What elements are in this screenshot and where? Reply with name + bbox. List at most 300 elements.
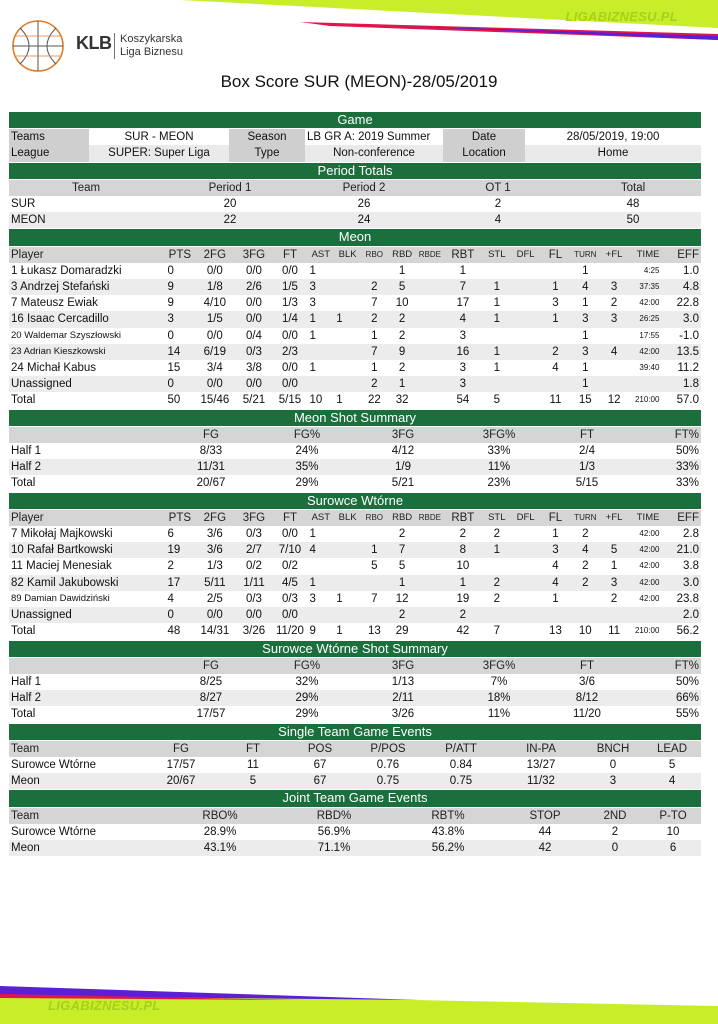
table-cell (482, 558, 511, 574)
table-cell (511, 295, 540, 311)
table-row (9, 311, 701, 327)
table-cell: 89 Damian Dawidziński (9, 591, 165, 607)
table-cell (511, 607, 540, 623)
table-header-row (9, 509, 701, 526)
table-cell: 23% (451, 475, 547, 491)
joint-team-events-table (9, 789, 701, 856)
table-cell (361, 263, 388, 279)
table-header-row (9, 740, 701, 757)
table-cell (417, 344, 444, 360)
meon-player-table (9, 228, 701, 408)
table-cell: 2 (482, 575, 511, 591)
table-cell: 42:00 (629, 558, 662, 574)
table-cell: 57.0 (661, 392, 701, 408)
table-cell: 5/21 (355, 475, 451, 491)
table-cell: 3 (443, 376, 482, 392)
table-cell: 19 (443, 591, 482, 607)
table-cell: 12 (600, 392, 629, 408)
table-row (9, 607, 701, 623)
table-cell: 10 Rafał Bartkowski (9, 542, 165, 558)
table-cell: 1 (482, 295, 511, 311)
column-header: FT% (627, 657, 701, 674)
logo-line1: Koszykarska (120, 33, 183, 45)
column-header: FL (540, 509, 571, 526)
table-cell: 1/5 (272, 279, 307, 295)
column-header: TURN (571, 246, 600, 263)
klb-logo (10, 18, 200, 74)
table-cell: 1 (307, 360, 334, 376)
column-header: EFF (661, 509, 701, 526)
table-cell (334, 607, 361, 623)
info-label: League (9, 145, 89, 161)
table-cell (482, 376, 511, 392)
table-cell: 1 (482, 360, 511, 376)
column-header: 3FG% (451, 657, 547, 674)
table-cell: 3/26 (235, 623, 272, 639)
table-cell: 11/32 (499, 773, 583, 789)
table-cell: 10 (571, 623, 600, 639)
table-cell: 7% (451, 674, 547, 690)
table-cell: 9 (388, 344, 417, 360)
column-header: 3FG (355, 426, 451, 443)
column-header: RBDE (417, 246, 444, 263)
table-cell: 3 (583, 773, 643, 789)
table-cell: 210:00 (629, 392, 662, 408)
box-score-document (9, 111, 701, 856)
column-header: IN-PA (499, 740, 583, 757)
column-header: 3FG% (451, 426, 547, 443)
table-row (9, 542, 701, 558)
table-cell: 42 (443, 623, 482, 639)
table-cell (511, 279, 540, 295)
table-cell: MEON (9, 212, 163, 228)
table-cell: Surowce Wtórne (9, 757, 143, 773)
table-cell (417, 295, 444, 311)
table-cell: 18% (451, 690, 547, 706)
table-header-row (9, 246, 701, 263)
table-cell (334, 328, 361, 344)
table-cell: 3/8 (235, 360, 272, 376)
table-row (9, 459, 701, 475)
table-cell: Total (9, 706, 163, 722)
table-cell (571, 607, 600, 623)
shot-header (9, 657, 701, 674)
table-cell: 4/10 (194, 295, 235, 311)
table-cell (417, 558, 444, 574)
table-cell: 6 (165, 526, 194, 542)
table-cell: 3 (571, 311, 600, 327)
table-cell: 42 (505, 840, 585, 856)
table-cell: 3 (443, 328, 482, 344)
table-cell: 10 (443, 558, 482, 574)
table-cell (417, 311, 444, 327)
table-cell: 1 (307, 263, 334, 279)
table-cell: 42:00 (629, 542, 662, 558)
table-cell: 55% (627, 706, 701, 722)
meon-shot-table (9, 409, 701, 492)
table-cell: 1 (388, 376, 417, 392)
table-cell (334, 575, 361, 591)
table-cell: 2 (361, 376, 388, 392)
table-cell: 1 (571, 360, 600, 376)
meon-player-rows (9, 263, 701, 409)
table-cell: 4 (571, 542, 600, 558)
table-cell: 33% (627, 475, 701, 491)
table-row (9, 376, 701, 392)
column-header: FG% (259, 657, 355, 674)
table-cell: 42:00 (629, 295, 662, 311)
table-cell (334, 542, 361, 558)
table-cell: 7 (388, 542, 417, 558)
table-cell: 6 (645, 840, 701, 856)
table-cell (417, 575, 444, 591)
table-cell (511, 263, 540, 279)
table-cell: 0/2 (235, 558, 272, 574)
info-label: Date (443, 129, 525, 146)
table-cell: 10 (388, 295, 417, 311)
column-header: TIME (629, 509, 662, 526)
info-label: Season (229, 129, 305, 146)
table-cell (334, 263, 361, 279)
column-header: STL (482, 246, 511, 263)
table-cell: 4 (165, 591, 194, 607)
table-cell: 4 (600, 344, 629, 360)
table-cell: 4/12 (355, 443, 451, 459)
table-cell: 7 (361, 344, 388, 360)
table-cell: Half 2 (9, 459, 163, 475)
table-cell: 3 (307, 295, 334, 311)
game-info-table (9, 111, 701, 162)
table-cell (629, 376, 662, 392)
info-label: Type (229, 145, 305, 161)
table-cell: 0.75 (353, 773, 423, 789)
table-cell (334, 360, 361, 376)
period-totals-body (9, 196, 701, 228)
table-row (9, 623, 701, 639)
table-cell: 7 Mikołaj Majkowski (9, 526, 165, 542)
table-cell (307, 607, 334, 623)
column-header: FL (540, 246, 571, 263)
column-header: BLK (334, 509, 361, 526)
table-cell (417, 328, 444, 344)
table-cell: 35% (259, 459, 355, 475)
table-cell: 2/5 (194, 591, 235, 607)
section-title: Period Totals (9, 162, 701, 179)
table-cell: 8/33 (163, 443, 259, 459)
table-cell: 5/11 (194, 575, 235, 591)
table-cell: Surowce Wtórne (9, 824, 163, 840)
column-header (9, 426, 163, 443)
table-cell: 1/11 (235, 575, 272, 591)
table-cell: 67 (287, 773, 353, 789)
table-cell: 29% (259, 690, 355, 706)
table-cell: 4 (643, 773, 701, 789)
table-cell: 2 (600, 591, 629, 607)
table-cell: 67 (287, 757, 353, 773)
logo-abbr: KLB (76, 33, 112, 53)
column-header: RBT (443, 509, 482, 526)
table-row (9, 674, 701, 690)
table-cell: 33% (627, 459, 701, 475)
table-row (9, 526, 701, 542)
table-cell: 4 (540, 575, 571, 591)
table-header-row (9, 179, 701, 196)
table-cell: 2 (388, 526, 417, 542)
table-cell: 1 (307, 311, 334, 327)
table-cell (540, 263, 571, 279)
table-cell: 16 (443, 344, 482, 360)
table-cell: 3.0 (661, 575, 701, 591)
column-header: FT (272, 509, 307, 526)
column-header: TURN (571, 509, 600, 526)
joint-header (9, 807, 701, 824)
table-cell: 0.75 (423, 773, 499, 789)
column-header: FG (163, 426, 259, 443)
table-cell: 11/31 (163, 459, 259, 475)
table-row (9, 575, 701, 591)
column-header: 3FG (355, 657, 451, 674)
site-url-top[interactable]: LIGABIZNESU.PL (565, 9, 678, 24)
table-cell: 0 (585, 840, 645, 856)
table-cell (600, 526, 629, 542)
table-cell: 1 (307, 575, 334, 591)
table-cell: 1 (307, 328, 334, 344)
table-cell: 1 (482, 344, 511, 360)
section-title: Game (9, 112, 701, 129)
table-cell: 2 (443, 607, 482, 623)
column-header: OT 1 (431, 179, 565, 196)
table-cell: 0/0 (235, 295, 272, 311)
table-cell: 12 (388, 591, 417, 607)
table-cell (417, 279, 444, 295)
table-cell: 2 (585, 824, 645, 840)
table-row (9, 279, 701, 295)
section-title: Single Team Game Events (9, 723, 701, 740)
table-cell: 24 (297, 212, 431, 228)
table-cell: 20 (163, 196, 297, 212)
table-cell (511, 526, 540, 542)
column-header: Period 1 (163, 179, 297, 196)
table-cell: 9 (165, 295, 194, 311)
table-cell: 48 (565, 196, 701, 212)
table-cell (600, 607, 629, 623)
table-cell: 37:35 (629, 279, 662, 295)
table-cell: 6/19 (194, 344, 235, 360)
table-cell: 0/0 (272, 376, 307, 392)
table-cell: 1 (571, 376, 600, 392)
table-cell: 1 (361, 542, 388, 558)
table-row (9, 558, 701, 574)
player-header (9, 509, 701, 526)
column-header: PTS (165, 246, 194, 263)
table-cell: 4.8 (661, 279, 701, 295)
table-row (9, 690, 701, 706)
table-cell: 1 (334, 591, 361, 607)
table-cell (334, 279, 361, 295)
info-value: Home (525, 145, 701, 161)
table-cell: 0.76 (353, 757, 423, 773)
table-row (9, 475, 701, 491)
table-row (9, 840, 701, 856)
table-cell: 39:40 (629, 360, 662, 376)
column-header: EFF (661, 246, 701, 263)
table-cell: 43.1% (163, 840, 277, 856)
table-cell: 0/0 (272, 328, 307, 344)
table-row (9, 392, 701, 408)
table-cell: 11/20 (547, 706, 627, 722)
logo-divider (114, 33, 115, 59)
table-cell: 1 (540, 311, 571, 327)
table-cell (511, 376, 540, 392)
table-cell: 0/0 (235, 607, 272, 623)
table-cell: 1/13 (355, 674, 451, 690)
table-cell: 3 (540, 295, 571, 311)
sur-shot-rows (9, 674, 701, 723)
player-header (9, 246, 701, 263)
table-cell: 26:25 (629, 311, 662, 327)
table-cell: 2/11 (355, 690, 451, 706)
column-header: FT (547, 426, 627, 443)
table-cell (334, 344, 361, 360)
column-header: P-TO (645, 807, 701, 824)
table-cell: 0 (165, 607, 194, 623)
column-header: AST (307, 509, 334, 526)
table-cell: 5 (388, 279, 417, 295)
section-title: Meon Shot Summary (9, 409, 701, 426)
table-cell: 0/3 (235, 344, 272, 360)
table-cell: 3 (540, 542, 571, 558)
table-cell (600, 360, 629, 376)
table-cell: 15/46 (194, 392, 235, 408)
table-header-row (9, 807, 701, 824)
table-cell: 56.2 (661, 623, 701, 639)
table-cell: 7 (482, 623, 511, 639)
table-cell (361, 607, 388, 623)
table-cell: 1 (361, 328, 388, 344)
table-cell: 3 (307, 591, 334, 607)
table-cell: 11% (451, 706, 547, 722)
table-cell (511, 575, 540, 591)
single-team-events-table (9, 723, 701, 790)
table-cell: 4 (571, 279, 600, 295)
site-url-bottom[interactable]: LIGABIZNESU.PL (48, 998, 161, 1013)
column-header: +FL (600, 246, 629, 263)
table-cell: 20 Waldemar Szyszłowski (9, 328, 165, 344)
table-cell: 14 (165, 344, 194, 360)
table-cell: 50 (565, 212, 701, 228)
column-header: PTS (165, 509, 194, 526)
table-cell: 44 (505, 824, 585, 840)
table-cell: 1/5 (194, 311, 235, 327)
single-header (9, 740, 701, 757)
single-rows (9, 757, 701, 789)
table-cell (417, 360, 444, 376)
table-cell (307, 558, 334, 574)
table-row (9, 196, 701, 212)
table-cell: 1 (388, 263, 417, 279)
table-header-row (9, 426, 701, 443)
table-cell: Meon (9, 773, 143, 789)
table-cell: 15 (571, 392, 600, 408)
table-cell: 3 (165, 311, 194, 327)
table-cell: 0/0 (235, 263, 272, 279)
table-cell: 2 (571, 558, 600, 574)
table-cell: 66% (627, 690, 701, 706)
table-cell: 3 (571, 344, 600, 360)
info-value: LB GR A: 2019 Summer (305, 129, 443, 146)
table-cell: 20/67 (163, 475, 259, 491)
table-cell: 2 (571, 526, 600, 542)
table-cell: -1.0 (661, 328, 701, 344)
column-header: FG (143, 740, 219, 757)
table-cell (571, 591, 600, 607)
table-cell (511, 311, 540, 327)
table-cell: 2 (388, 311, 417, 327)
table-cell: 0 (165, 328, 194, 344)
table-cell: SUR (9, 196, 163, 212)
table-cell: 0 (165, 376, 194, 392)
table-cell: 1.8 (661, 376, 701, 392)
table-cell: 3/6 (547, 674, 627, 690)
table-cell: 1 (307, 526, 334, 542)
table-cell: 0/0 (272, 607, 307, 623)
info-label: Location (443, 145, 525, 161)
table-cell: 2/6 (235, 279, 272, 295)
table-cell: 9 (307, 623, 334, 639)
table-cell (600, 328, 629, 344)
table-cell: 24 Michał Kabus (9, 360, 165, 376)
table-cell: 8/12 (547, 690, 627, 706)
table-cell: 13 (361, 623, 388, 639)
table-cell: 0/4 (235, 328, 272, 344)
table-cell: 21.0 (661, 542, 701, 558)
column-header: DFL (511, 509, 540, 526)
table-cell (417, 263, 444, 279)
table-cell: Half 1 (9, 443, 163, 459)
table-cell (511, 360, 540, 376)
table-cell: 1 (540, 591, 571, 607)
table-cell: 0 (165, 263, 194, 279)
table-cell: Total (9, 392, 165, 408)
table-cell: 0 (583, 757, 643, 773)
table-cell: 1 (361, 360, 388, 376)
column-header: RBO (361, 246, 388, 263)
table-header-row (9, 657, 701, 674)
table-cell: 24% (259, 443, 355, 459)
table-cell (629, 607, 662, 623)
table-cell: Unassigned (9, 607, 165, 623)
column-header: RBO (361, 509, 388, 526)
table-cell: 1 (571, 263, 600, 279)
table-cell (511, 623, 540, 639)
table-cell (361, 575, 388, 591)
table-cell: 1/3 (272, 295, 307, 311)
table-cell: 0/0 (235, 376, 272, 392)
table-cell: 1.0 (661, 263, 701, 279)
table-cell: 0.84 (423, 757, 499, 773)
column-header: P/ATT (423, 740, 499, 757)
section-title: Surowce Wtórne (9, 492, 701, 509)
table-cell: 1 (334, 392, 361, 408)
table-row (9, 360, 701, 376)
table-cell: 23.8 (661, 591, 701, 607)
column-header: FG% (259, 426, 355, 443)
table-cell: 71.1% (277, 840, 391, 856)
table-cell: 5 (388, 558, 417, 574)
table-cell: 2.8 (661, 526, 701, 542)
column-header: STOP (505, 807, 585, 824)
table-cell: 11 (600, 623, 629, 639)
